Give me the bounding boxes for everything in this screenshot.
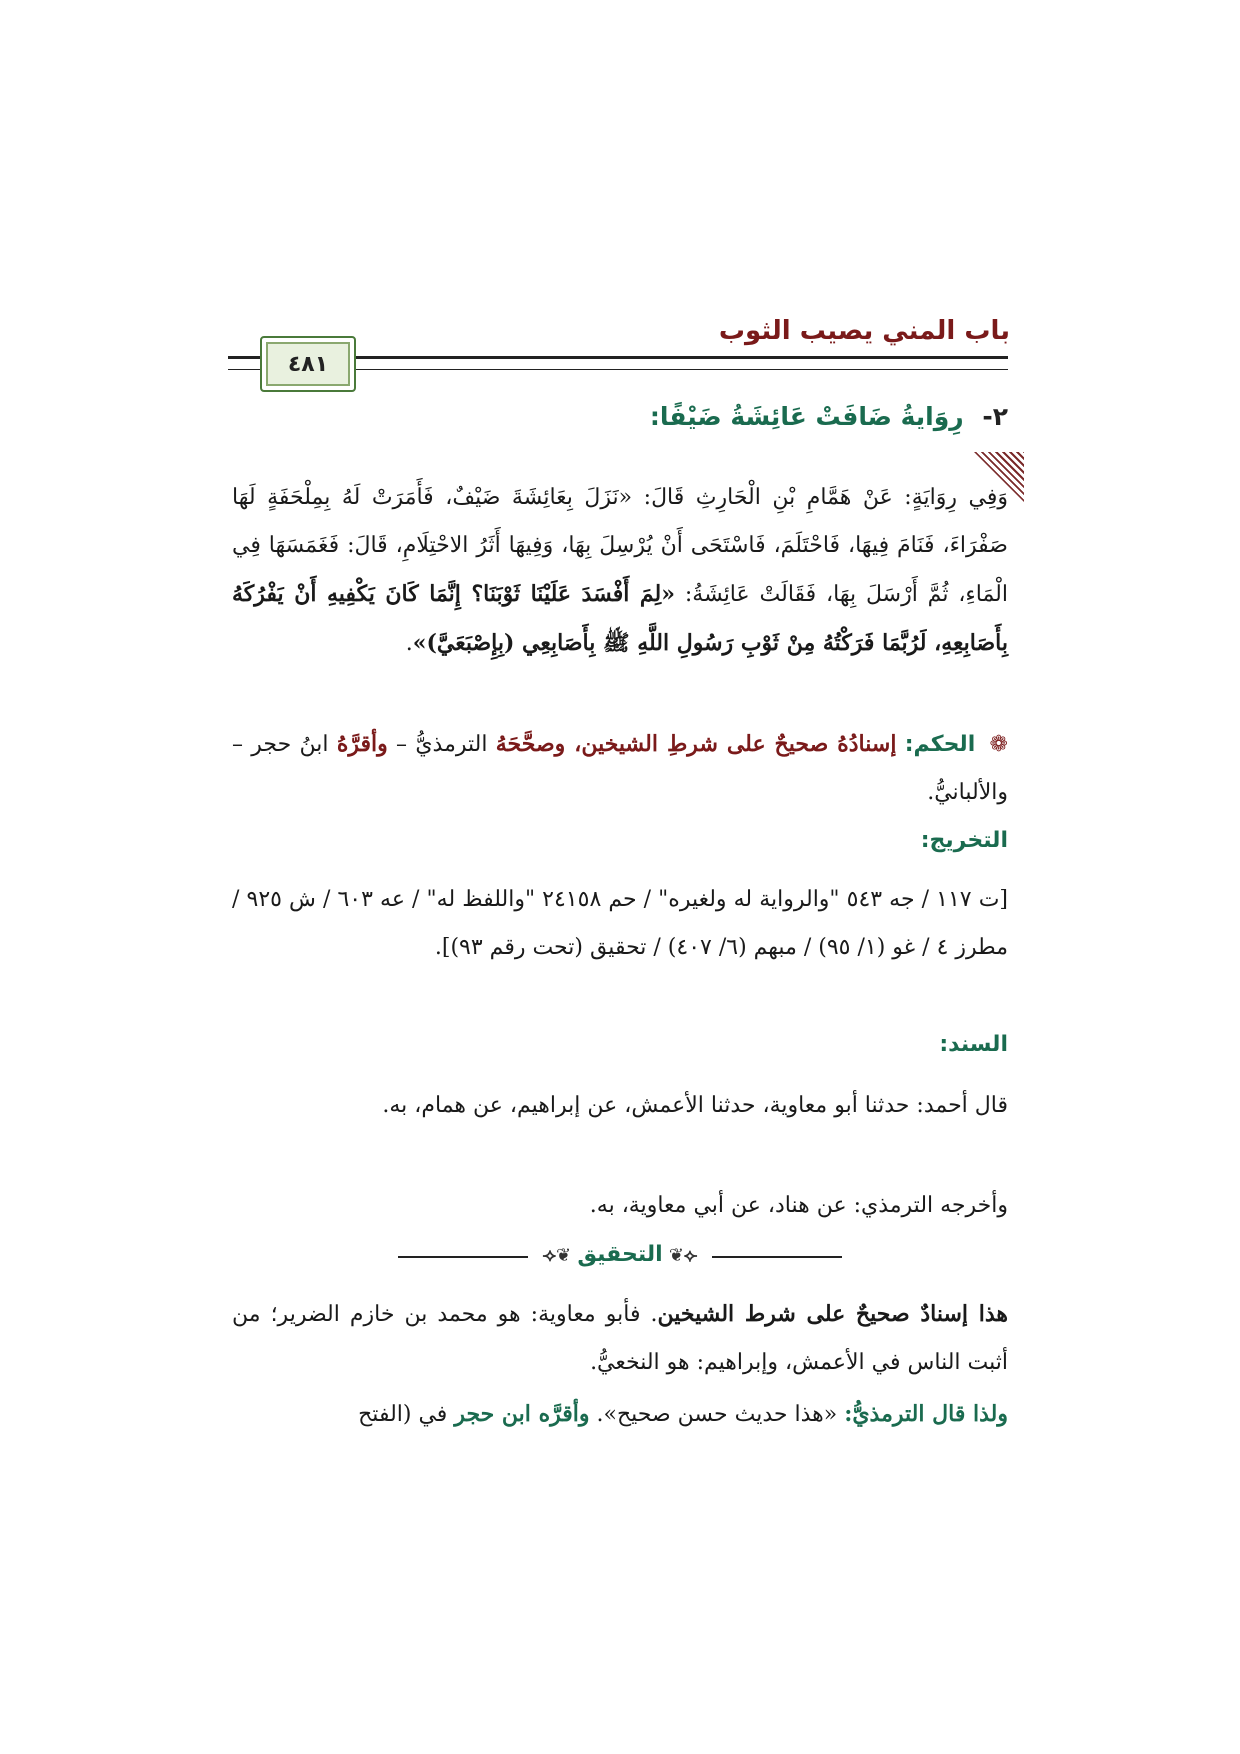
takhrij-text: [ت ١١٧ / جه ٥٤٣ "والرواية له ولغيره" / حم ٢٤١٥٨ "واللفظ له" / عه ٦٠٣ / ش ٩٢٥ / مطرز ٤ / غو (١/ ٩٥) / مبهم (٦/ ٤٠٧) / تحقيق (تحت رقم ٩٣)].	[232, 887, 1008, 960]
hadith-text	[232, 474, 1008, 668]
sanad-heading: السند:	[939, 1032, 1008, 1057]
tahqiq-text: . فأبو معاوية: هو محمد بن خازم الضرير؛ من أثبت الناس في الأعمش، وإبراهيم: هو النخعيُّ.	[232, 1302, 1008, 1375]
section-heading	[228, 402, 1008, 431]
ruling-isnad: إسنادُهُ صحيحٌ على شرطِ الشيخين، وصحَّحَهُ	[495, 731, 897, 757]
ruling-text: الترمذيُّ –	[387, 732, 496, 757]
tirmidhi-quote: «هذا حديث حسن صحيح».	[589, 1402, 845, 1427]
tirmidhi-quote-label: ولذا قال الترمذيُّ:	[844, 1401, 1008, 1427]
ruling-text-end: ابنُ حجر – والألبانيُّ.	[232, 732, 1008, 805]
ornament-icon: ❦⟣	[542, 1245, 578, 1266]
page-number: ٤٨١	[287, 351, 329, 377]
tahqiq-verdict: هذا إسنادٌ صحيحٌ على شرط الشيخين	[657, 1301, 1009, 1327]
section-title: رِوَايةُ ضَافَتْ عَائِشَةُ ضَيْفًا:	[649, 402, 964, 431]
section-number: ٢-	[982, 402, 1008, 431]
ornament-icon: ⟢❦	[662, 1245, 698, 1266]
page-number-badge	[260, 336, 356, 392]
ibn-hajar-text: في (الفتح	[358, 1402, 455, 1427]
sanad-text: قال أحمد: حدثنا أبو معاوية، حدثنا الأعمش، عن إبراهيم، عن همام، به.	[382, 1093, 1008, 1118]
header-rule-left	[228, 356, 260, 370]
chapter-title: باب المني يصيب الثوب	[718, 316, 1010, 346]
tahqiq-paragraph-2	[232, 1390, 1008, 1439]
tahqiq-paragraph	[232, 1290, 1008, 1387]
tahqiq-divider	[398, 1242, 842, 1272]
ruling-paragraph	[232, 720, 1008, 817]
takhrij-heading: التخريج:	[920, 828, 1008, 853]
hadith-end: .	[405, 631, 413, 656]
tahqiq-heading	[398, 1242, 842, 1267]
hadith-quote: «لِمَ أَفْسَدَ عَلَيْنَا ثَوْبَنَا؟ إِنَّمَا كَانَ يَكْفِيهِ أَنْ يَفْرُكَهُ بِأَصَابِعِهِ، لَرُبَّمَا فَرَكْتُهُ مِنْ ثَوْبِ رَسُولِ اللَّهِ ﷺ بِأَصَابِعِي (بِإِصْبَعَيَّ)»	[232, 581, 1008, 656]
tahqiq-title: التحقيق	[577, 1242, 663, 1267]
sanad-text-2: وأخرجه الترمذي: عن هناد، عن أبي معاوية، به.	[589, 1193, 1008, 1218]
hadith-narration: وَفِي رِوَايَةٍ: عَنْ هَمَّامِ بْنِ الْحَارِثِ قَالَ: «نَزَلَ بِعَائِشَةَ ضَيْفٌ، فَأَمَرَتْ لَهُ بِمِلْحَفَةٍ لَهَا صَفْرَاءَ، فَنَامَ فِيهَا، فَاحْتَلَمَ، فَاسْتَحَى أَنْ يُرْسِلَ بِهَا، وَفِيهَا أَثَرُ الاحْتِلَامِ، قَالَ: فَغَمَسَهَا فِي الْمَاءِ، ثُمَّ أَرْسَلَ بِهَا، فَقَالَتْ عَائِشَةُ:	[232, 485, 1008, 607]
flower-icon: ❁	[989, 732, 1008, 757]
header-rule	[252, 356, 1008, 370]
ruling-label: الحكم:	[904, 732, 976, 757]
ruling-approval: وأقرَّهُ	[336, 731, 388, 757]
ibn-hajar-label: وأقرَّه ابن حجر	[454, 1401, 590, 1427]
